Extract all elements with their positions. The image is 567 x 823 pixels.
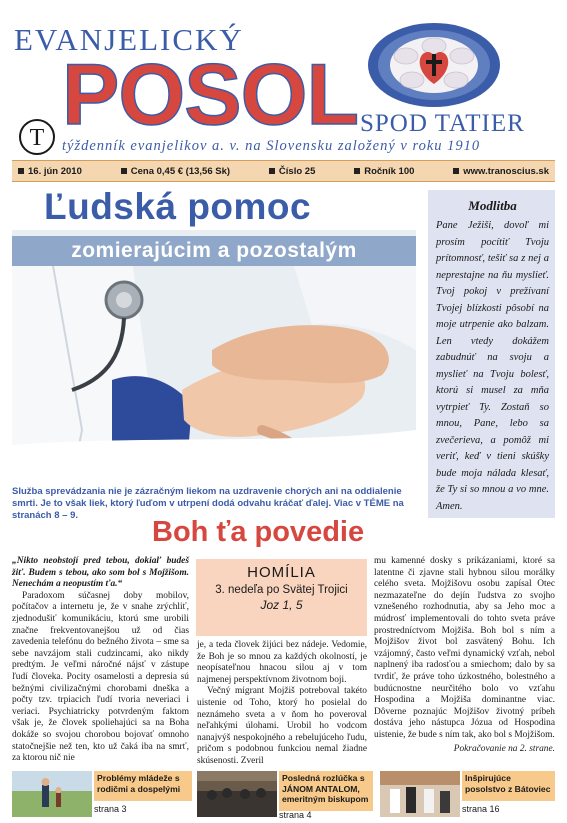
section-headline: Boh ťa povedie xyxy=(152,516,365,548)
issue-info-bar xyxy=(12,160,555,182)
teaser-page: strana 16 xyxy=(462,804,500,814)
teaser-title[interactable]: Posledná rozlúčka s JÁNOM ANTALOM, emeritným biskupom xyxy=(279,771,373,811)
teaser-photo xyxy=(12,771,92,817)
lead-headline: Ľudská pomoc xyxy=(44,186,312,227)
article-column-3 xyxy=(374,556,555,755)
luther-rose-logo xyxy=(366,20,502,110)
teaser-title[interactable]: Problémy mládeže s rodičmi a dospelými xyxy=(94,771,192,801)
bullet-square-icon xyxy=(18,168,24,174)
teaser-photo xyxy=(380,771,460,817)
homily-title: HOMÍLIA xyxy=(247,564,316,581)
lead-photo xyxy=(12,230,416,482)
bullet-square-icon xyxy=(121,168,127,174)
teaser-page: strana 4 xyxy=(279,810,312,820)
bullet-square-icon xyxy=(453,168,459,174)
prayer-box xyxy=(428,190,555,518)
prayer-text: Pane Ježiši, dovoľ mi prosím pocítiť Tvoju prítomnosť, tešiť sa z nej a neprestajne na ňu myslieť. Tvoj pokoj v prežívaní Tvojej blízkosti pôsobí na moje utrpenie ako balzam. Len vtedy dokážem zabudnúť na svoju a myslieť na Tvoju bolesť, ktorú si musel za mňa vytrpieť Ty. Zostaň so mnou, Pane, lebo sa zvečerieva, a pomôž mi veriť, keď v tieni skúšky bude moja nálada klesať, že Ty si so mnou a vo mne. Amen. xyxy=(436,220,549,512)
publisher-logo xyxy=(18,118,56,156)
logo-letter: T xyxy=(29,125,45,151)
homily-occasion: 3. nedeľa po Svätej Trojici xyxy=(215,584,348,596)
article-paragraph: je, a teda človek žijúci bez nádeje. Vedomie, že Boh je so mnou za každých okolností, je neopísateľnou hnacou silou aj v tom najmenej perspektívnom životnom boji. xyxy=(197,640,367,685)
issue-price: Cena 0,45 € (13,56 Sk) xyxy=(121,166,230,177)
article-lead-quote: „Nikto neobstojí pred tebou, dokiaľ budeš žiť. Budem s tebou, ako som bol s Mojžišom. Nenechám a neopustím ťa.“ xyxy=(12,556,189,590)
lead-caption: Služba sprevádzania nie je zázračným liekom na uzdravenie chorých ani na oddialenie smrti. Je to však liek, ktorý ľuďom v utrpení dodá odvahu kráčať ďalej. Viac v TÉME na stranách 8 – 9. xyxy=(12,486,404,521)
teaser-photo xyxy=(197,771,277,817)
teaser-batovce[interactable] xyxy=(380,771,555,817)
issue-volume: Ročník 100 xyxy=(354,166,414,177)
teaser-title[interactable]: Inšpirujúce posolstvo z Bátoviec xyxy=(462,771,555,801)
article-paragraph: mu kamenné dosky s prikázaniami, ktoré sa latentne či zjavne stali hybnou silou morálky celého sveta. Mojžišovu osobu zapísal Otec nezmazateľne do dejín ľudstva zo svojho vznešeného rozhodnutia, aby sa Jeho moc a múdrosť implementovali do tohto sveta práve prostredníctvom Mojžiša. Boh bol s ním a Mojžišov život bol zasvätený Bohu. Ich vzájomný, často veľmi dynamický vzťah, nebol naplnený iba radosťou a smiechom; dalo by sa tvrdiť, že práve toho úzkostného, bolestného a budúcnostne neurčitého bolo vo vzťahu Hospodina a Mojžiša dominantne viac. Dôverne poznajúc Mojžišov životný príbeh dostáva jeho nástupca Józua od Hospodina uistenie, že bude s ním tak, ako bol s Mojžišom. xyxy=(374,556,555,740)
article-column-2 xyxy=(197,640,367,768)
hands-illustration xyxy=(12,230,416,482)
masthead-title: POSOL xyxy=(62,47,359,143)
homily-box xyxy=(196,559,367,636)
issue-number: Číslo 25 xyxy=(269,166,315,177)
article-column-1 xyxy=(12,556,189,765)
masthead-top: EVANJELICKÝ xyxy=(14,22,244,57)
teaser-youth[interactable] xyxy=(12,771,192,817)
issue-website[interactable]: www.tranoscius.sk xyxy=(453,166,549,177)
lead-subheadline: zomierajúcim a pozostalým xyxy=(12,236,416,266)
issue-date: 16. jún 2010 xyxy=(18,166,82,177)
homily-verse: Joz 1, 5 xyxy=(260,598,303,612)
prayer-title: Modlitba xyxy=(468,198,517,213)
article-paragraph: Paradoxom súčasnej doby mobilov, počítačov a internetu je, že v snahe zrýchliť, zjednodušiť komunikáciu, ktorú sme urobili značne frekventovanejšou už od čias zavedenia telefónu do bežného života – sme sa sebe navzájom stali cudzincami, ako nikdy predtým. Je veľmi náročné nájsť v zástupe ľudí človeka. Pocity osamelosti a depresia sú bežnými civilizačnými chorobami dneška a počty tzv. trpiacich ľudí tvoria neveriaci i veriaci. Psychiatricky potvrdeným faktom však je, že človek spoliehajúci sa na Boha dokáže so svojou chorobou bojovať omnoho statočnejšie než ten, kto už čaká iba na smrť, za ktorou nič nie xyxy=(12,590,189,764)
masthead-subtitle: SPOD TATIER xyxy=(360,110,525,137)
article-paragraph: Večný migrant Mojžiš potreboval takéto uistenie od Toho, ktorý ho posielal do neznámeho sveta a v ňom ho poveroval neľahkými úlohami. Urobil ho vodcom nanajvýš nespokojného a rebelujúceho ľudu, pričom s podobnou funkciou nemal žiadne skúsenosti. Zveril xyxy=(197,686,367,766)
bullet-square-icon xyxy=(269,168,275,174)
masthead-tagline: týždenník evanjelikov a. v. na Slovensku založený v roku 1910 xyxy=(62,138,481,154)
bullet-square-icon xyxy=(354,168,360,174)
teaser-page: strana 3 xyxy=(94,804,127,814)
continued-note: Pokračovanie na 2. strane. xyxy=(453,743,555,754)
